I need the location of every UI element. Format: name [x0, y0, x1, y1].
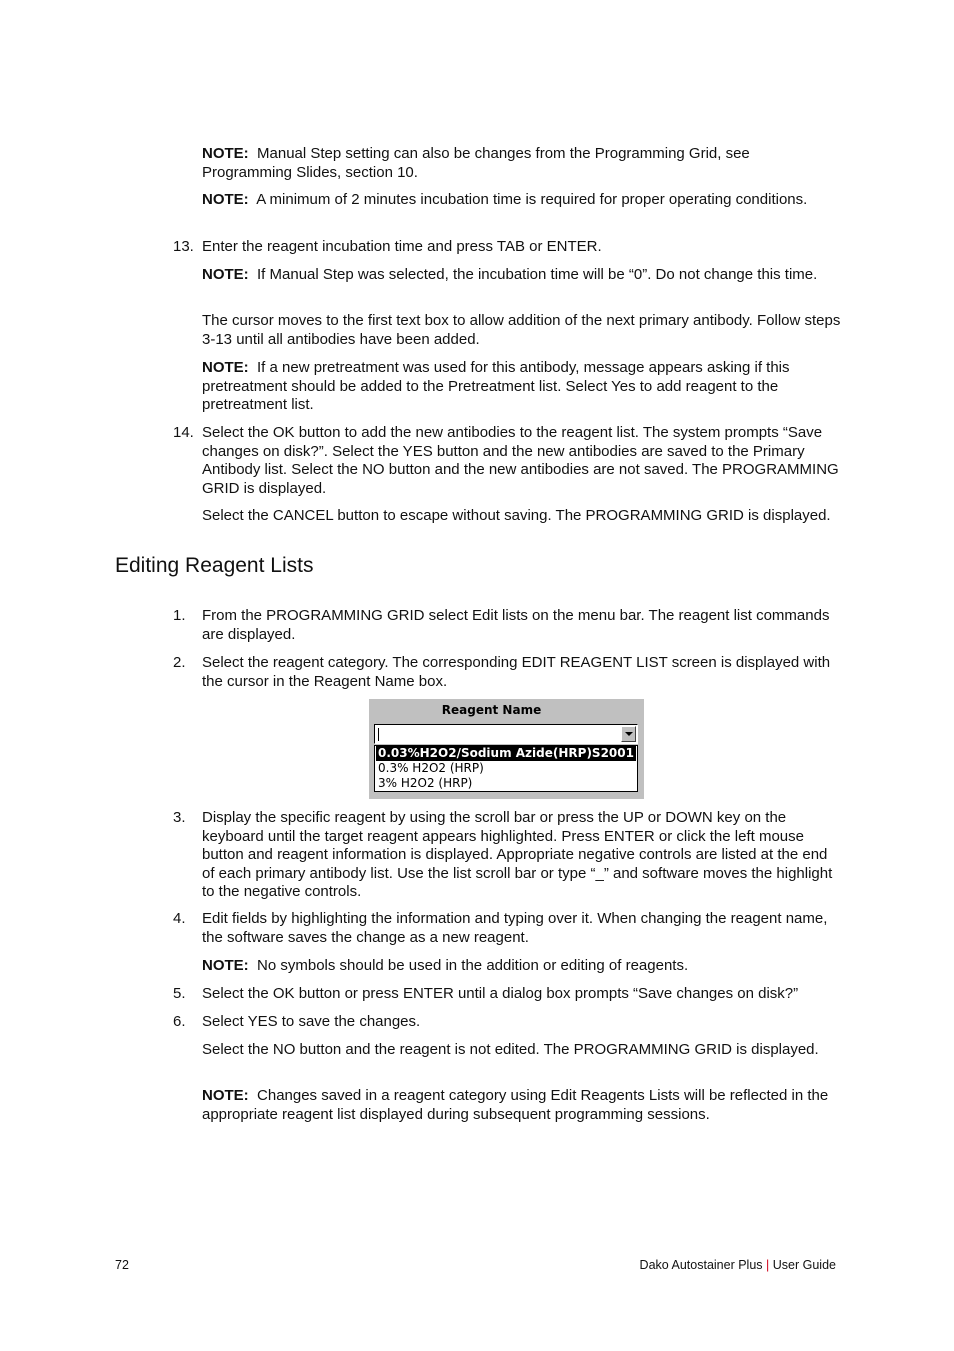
note-changes [202, 1087, 842, 1124]
step-6-text: Select YES to save the changes. [202, 1013, 421, 1030]
note-label: NOTE: [202, 266, 249, 283]
footer-product: Dako Autostainer Plus [639, 1258, 763, 1272]
chevron-down-icon [625, 732, 633, 736]
step-6-number: 6. [173, 1013, 186, 1030]
dropdown-button[interactable] [621, 726, 636, 742]
step-1-number: 1. [173, 607, 186, 624]
note-label: NOTE: [202, 1087, 249, 1104]
step-3-number: 3. [173, 809, 186, 826]
page-number: 72 [115, 1258, 129, 1272]
step-5-text: Select the OK button or press ENTER until a dialog box prompts “Save changes on disk?” [202, 985, 799, 1002]
cancel-paragraph: Select the CANCEL button to escape without saving. The PROGRAMMING GRID is displayed. [202, 507, 831, 524]
section-heading: Editing Reagent Lists [115, 554, 314, 577]
step-14-number: 14. [173, 424, 194, 441]
note-text: If Manual Step was selected, the incubation time will be “0”. Do not change this time. [257, 266, 818, 283]
step-2-text: Select the reagent category. The corresponding EDIT REAGENT LIST screen is displayed with the cursor in the Reagent Name box. [202, 654, 831, 690]
step-3-text: Display the specific reagent by using the scroll bar or press the UP or DOWN key on the keyboard until the target reagent appears highlighted. Press ENTER or click the left mouse button and reagent information is displayed. Appropriate negative controls are listed at the end of each primary antibody list. Use the list scroll bar or type “_” and software moves the highlight to the negative controls. [202, 809, 833, 900]
no-paragraph: Select the NO button and the reagent is not edited. The PROGRAMMING GRID is displayed. [202, 1041, 819, 1058]
step-13-number: 13. [173, 238, 194, 255]
step-13-text: Enter the reagent incubation time and press TAB or ENTER. [202, 238, 602, 255]
step-14-text: Select the OK button to add the new antibodies to the reagent list. The system prompts “Save changes on disk?”. Select the YES button and the new antibodies are saved to the Primary Antibody list. Select the NO button and the new antibodies are not saved. The PROGRAMMING GRID is displayed. [202, 424, 839, 497]
step-1-text: From the PROGRAMMING GRID select Edit lists on the menu bar. The reagent list commands are displayed. [202, 607, 830, 643]
note-text: Manual Step setting can also be changes from the Programming Grid, see Programming Slides, section 10. [202, 145, 750, 181]
note-pretreatment [202, 359, 842, 415]
note-label: NOTE: [202, 957, 249, 974]
reagent-name-widget [369, 699, 644, 799]
note-text: Changes saved in a reagent category using Edit Reagents Lists will be reflected in the appropriate reagent list displayed during subsequent programming sessions. [202, 1087, 829, 1123]
note-manual-step [202, 145, 842, 182]
reagent-name-combobox[interactable] [374, 724, 638, 744]
footer-title [640, 1257, 836, 1273]
note-text: If a new pretreatment was used for this antibody, message appears asking if this pretreatment should be added to the Pretreatment list. Select Yes to add reagent to the pretreatment list. [202, 359, 790, 413]
list-item[interactable]: 0.3% H2O2 (HRP) [378, 761, 484, 775]
footer-separator: | [766, 1258, 770, 1272]
note-manual-zero [202, 266, 842, 285]
step-5-number: 5. [173, 985, 186, 1002]
step-4-text: Edit fields by highlighting the information and typing over it. When changing the reagent name, the software saves the change as a new reagent. [202, 910, 828, 946]
note-label: NOTE: [202, 191, 249, 208]
footer-doc: User Guide [772, 1258, 836, 1272]
list-item[interactable]: 3% H2O2 (HRP) [378, 776, 473, 790]
list-item[interactable]: 0.03%H2O2/Sodium Azide(HRP)S2001 [376, 746, 636, 761]
reagent-dropdown-list [374, 745, 638, 792]
note-min-incubation [202, 191, 842, 210]
reagent-name-label: Reagent Name [441, 703, 542, 717]
text-cursor [378, 728, 379, 741]
note-text: No symbols should be used in the addition or editing of reagents. [257, 957, 689, 974]
step-2-number: 2. [173, 654, 186, 671]
note-label: NOTE: [202, 145, 249, 162]
step-4-number: 4. [173, 910, 186, 927]
note-text: A minimum of 2 minutes incubation time is required for proper operating conditions. [256, 191, 808, 208]
cursor-paragraph: The cursor moves to the first text box to allow addition of the next primary antibody. Follow steps 3-13 until all antibodies have been added. [202, 312, 841, 348]
note-label: NOTE: [202, 359, 249, 376]
note-symbols [202, 957, 842, 976]
